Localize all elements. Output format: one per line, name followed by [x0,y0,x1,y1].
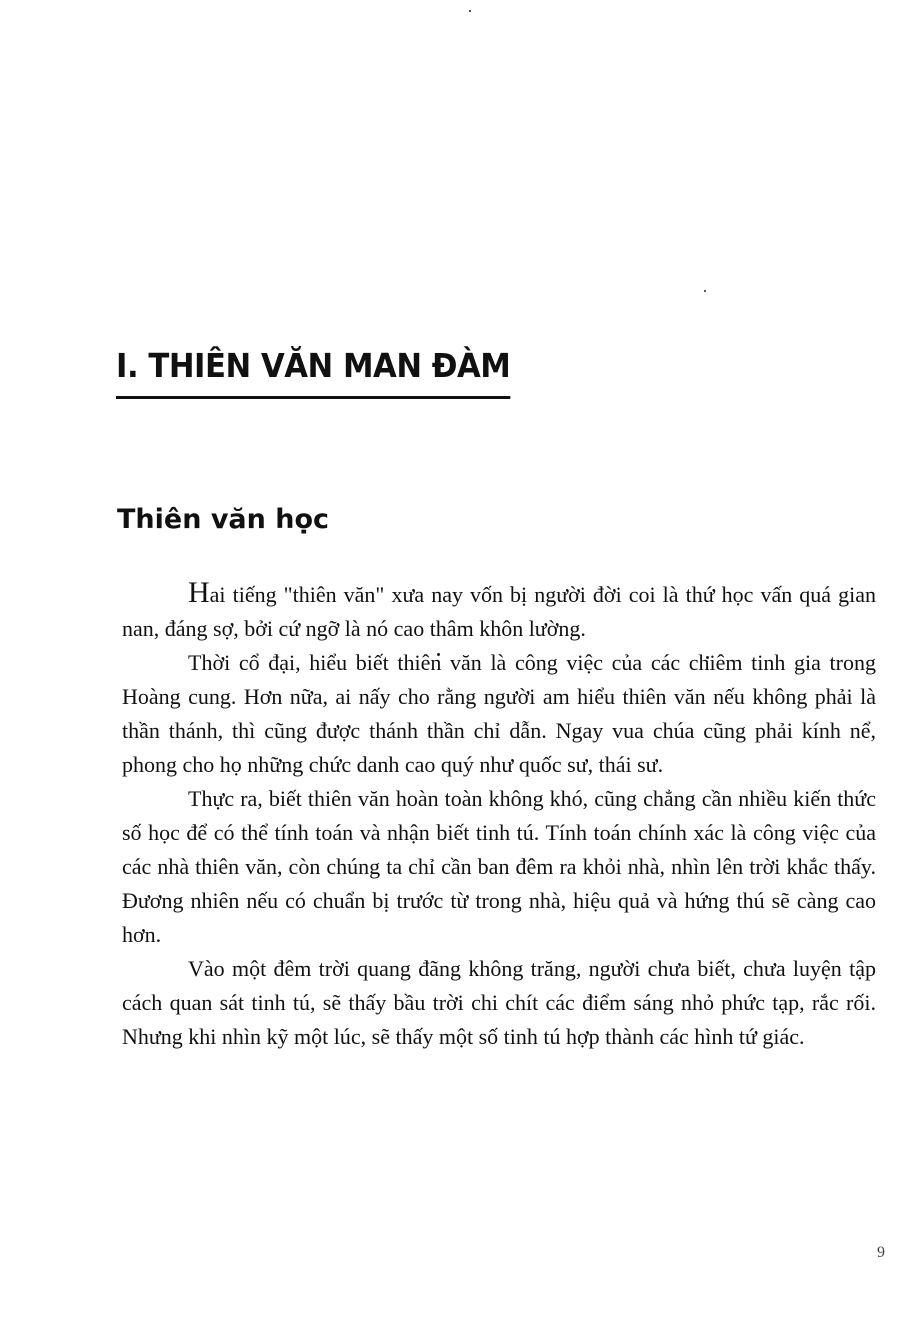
paragraph-text: Thực ra, biết thiên văn hoàn toàn không khó, cũng chẳng cần nhiều kiến thức số học để có thể tính toán và nhận biết tinh tú. Tính toán chính xác là công việc của các nhà thiên văn, còn chúng ta chỉ cần ban đêm ra khỏi nhà, nhìn lên trời khắc thấy. Đương nhiên nếu có chuẩn bị trước từ trong nhà, hiệu quả và hứng thú sẽ càng cao hơn. [122,786,876,947]
scan-speck [469,10,471,12]
chapter-title: I. THIÊN VĂN MAN ĐÀM [116,338,510,399]
page-number: 9 [877,1244,885,1261]
scan-speck [704,290,706,292]
drop-cap: H [188,576,210,609]
paragraph-text: ai tiếng "thiên văn" xưa nay vốn bị người đời coi là thứ học vấn quá gian nan, đáng sợ, bởi cứ ngỡ là nó cao thâm khôn lường. [122,582,876,641]
paragraph-text: Vào một đêm trời quang đãng không trăng, người chưa biết, chưa luyện tập cách quan sát tinh tú, sẽ thấy bầu trời chi chít các điểm sáng nhỏ phức tạp, rắc rối. Nhưng khi nhìn kỹ một lúc, sẽ thấy một số tinh tú hợp thành các hình tứ giác. [122,956,876,1049]
paragraph-text: Thời cổ đại, hiểu biết thiên văn là công việc của các chiêm tinh gia trong Hoàng cung. Hơn nữa, ai nấy cho rằng người am hiểu thiên văn nếu không phải là thần thánh, thì cũng được thánh thần chỉ dẫn. Ngay vua chúa cũng phải kính nể, phong cho họ những chức danh cao quý như quốc sư, thái sư. [122,650,876,777]
paragraph-1 [122,576,876,646]
section-title: Thiên văn học [117,504,330,535]
body-text [122,576,876,1054]
paragraph-2 [122,646,876,782]
paragraph-4 [122,952,876,1054]
paragraph-3 [122,782,876,952]
